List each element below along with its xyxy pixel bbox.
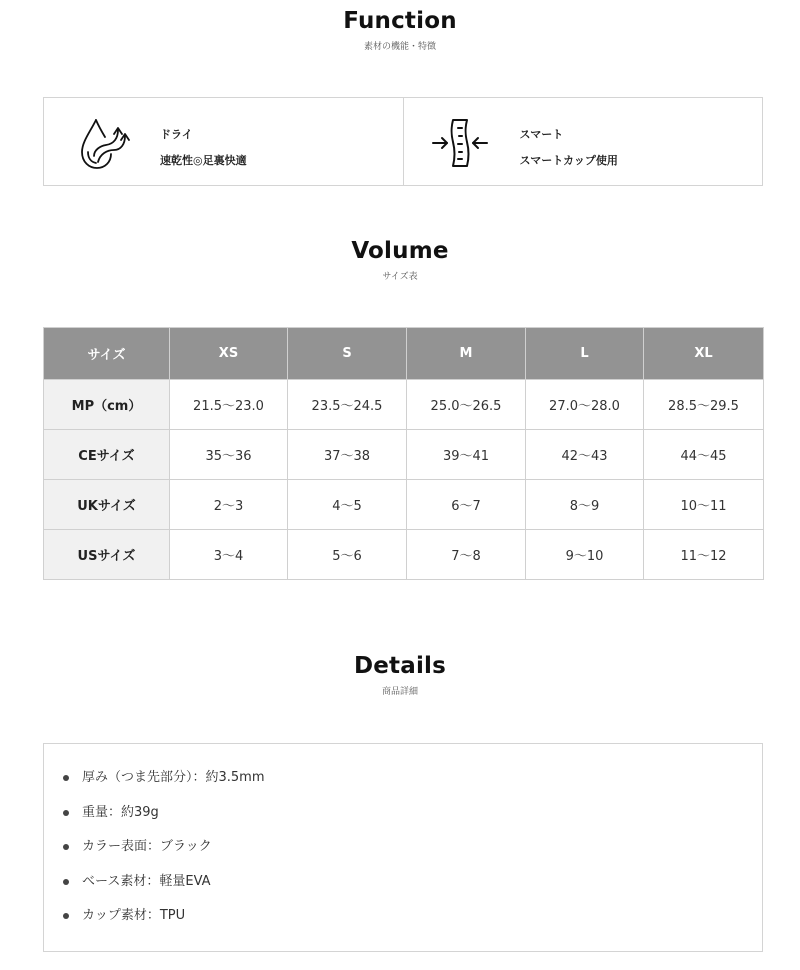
drop-quick-dry-icon (74, 112, 136, 174)
function-label: ドライ (160, 128, 193, 141)
volume-subheading: サイズ表 (382, 272, 418, 282)
list-item: 厚み（つま先部分）：約3.5mm (82, 769, 265, 804)
table-cell: 5〜6 (288, 530, 407, 580)
table-cell: 6〜7 (407, 480, 526, 530)
table-cell: 25.0〜26.5 (407, 380, 526, 430)
function-item-dry (44, 98, 403, 185)
list-item: カラー表面：ブラック (82, 838, 265, 873)
function-section-title (0, 8, 800, 52)
size-table-header-cell: XL (644, 328, 764, 380)
row-label: CEサイズ (44, 430, 170, 480)
table-cell: 2〜3 (170, 480, 288, 530)
table-cell: 4〜5 (288, 480, 407, 530)
table-cell: 44〜45 (644, 430, 764, 480)
size-table-header-row (44, 328, 764, 380)
details-heading: Details (353, 653, 447, 679)
table-cell: 11〜12 (644, 530, 764, 580)
function-description: スマートカップ使用 (519, 154, 618, 167)
size-table-header-cell: M (407, 328, 526, 380)
size-table (43, 327, 764, 580)
table-cell: 10〜11 (644, 480, 764, 530)
table-cell: 23.5〜24.5 (288, 380, 407, 430)
list-item: カップ素材：TPU (82, 907, 265, 942)
table-row (44, 530, 764, 580)
details-box (43, 743, 763, 952)
compress-smart-cup-icon (429, 112, 491, 174)
function-subheading: 素材の機能・特徴 (363, 42, 436, 52)
list-item: ベース素材：軽量EVA (82, 873, 265, 908)
table-cell: 7〜8 (407, 530, 526, 580)
function-text-dry (160, 122, 247, 174)
function-item-smart (403, 98, 763, 185)
size-table-header-cell: サイズ (44, 328, 170, 380)
list-item: 重量：約39g (82, 804, 265, 839)
table-cell: 8〜9 (526, 480, 644, 530)
function-text-smart (520, 122, 618, 174)
table-cell: 27.0〜28.0 (526, 380, 644, 430)
table-cell: 42〜43 (526, 430, 644, 480)
details-list (82, 769, 265, 942)
volume-section-title (0, 238, 800, 282)
details-subheading: 商品詳細 (381, 687, 418, 697)
table-row (44, 430, 764, 480)
size-table-header-cell: XS (170, 328, 288, 380)
function-label: スマート (519, 128, 564, 141)
table-cell: 35〜36 (170, 430, 288, 480)
table-row (44, 480, 764, 530)
table-cell: 37〜38 (288, 430, 407, 480)
table-cell: 28.5〜29.5 (644, 380, 764, 430)
function-box (43, 97, 763, 186)
table-cell: 3〜4 (170, 530, 288, 580)
row-label: UKサイズ (44, 480, 170, 530)
function-heading: Function (343, 8, 457, 34)
size-table-header-cell: L (526, 328, 644, 380)
volume-heading: Volume (351, 238, 449, 264)
row-label: USサイズ (44, 530, 170, 580)
details-section-title (0, 653, 800, 697)
size-table-header-cell: S (288, 328, 407, 380)
function-description: 速乾性◎足裏快適 (160, 154, 247, 167)
table-cell: 21.5〜23.0 (170, 380, 288, 430)
table-row (44, 380, 764, 430)
table-cell: 39〜41 (407, 430, 526, 480)
table-cell: 9〜10 (526, 530, 644, 580)
row-label: MP（cm） (44, 380, 170, 430)
